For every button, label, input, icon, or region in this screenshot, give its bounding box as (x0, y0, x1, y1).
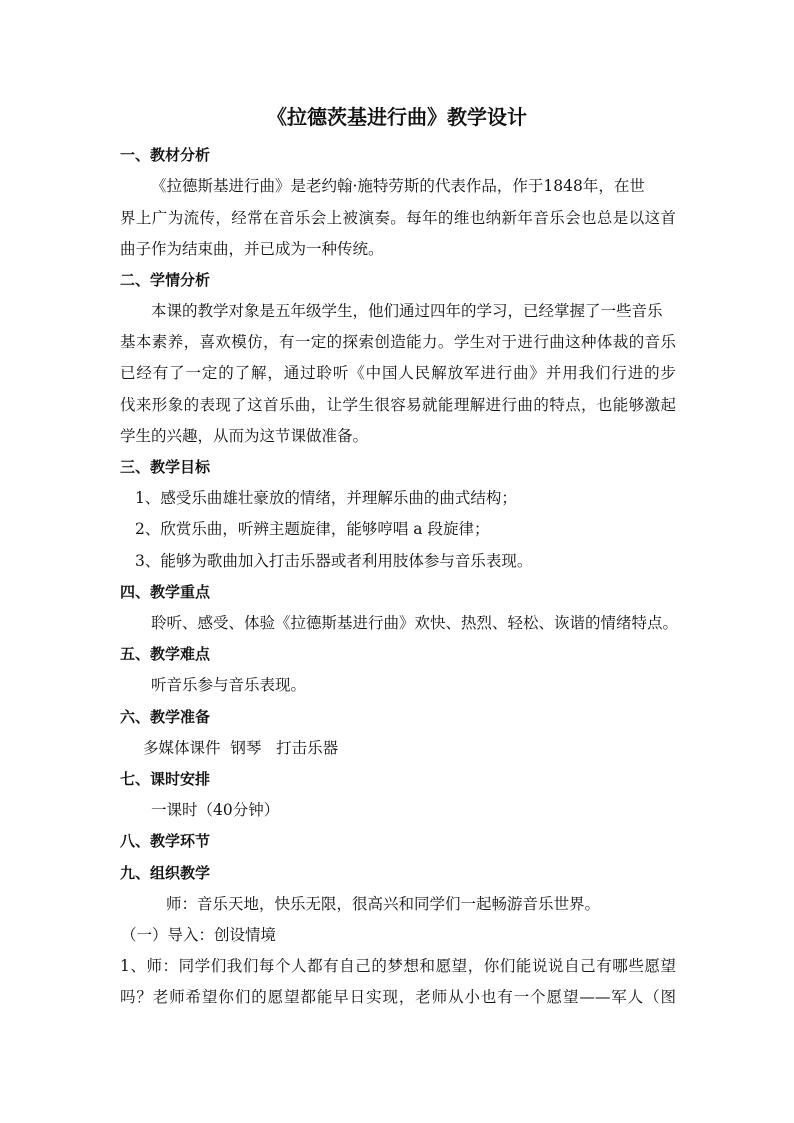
paragraph-line: 已经有了一定的了解，通过聆听《中国人民解放军进行曲》并用我们行进的步 (120, 364, 676, 382)
section-heading-key-points: 四、教学重点 (120, 583, 211, 601)
section-heading-teaching-steps: 八、教学环节 (120, 832, 211, 850)
paragraph-line: 一课时（40分钟） (151, 801, 280, 819)
list-item: 1、感受乐曲雄壮豪放的情绪，并理解乐曲的曲式结构； (135, 489, 517, 507)
paragraph-line: 多媒体课件 钢琴 打击乐器 (143, 739, 339, 757)
paragraph-line: 学生的兴趣，从而为这节课做准备。 (120, 427, 369, 445)
section-heading-schedule: 七、课时安排 (120, 770, 211, 788)
section-heading-preparation: 六、教学准备 (120, 708, 211, 726)
paragraph-line: 1、师：同学们我们每个人都有自己的梦想和愿望，你们能说说自己有哪些愿望 (120, 957, 676, 975)
section-heading-material-analysis: 一、教材分析 (120, 146, 211, 164)
paragraph-line: 吗？老师希望你们的愿望都能早日实现，老师从小也有一个愿望——军人（图 (120, 988, 676, 1006)
paragraph-line: 基本素养，喜欢模仿，有一定的探索创造能力。学生对于进行曲这种体裁的音乐 (120, 333, 676, 351)
section-heading-difficulties: 五、教学难点 (120, 645, 211, 663)
paragraph-line: 伐来形象的表现了这首乐曲，让学生很容易就能理解进行曲的特点，也能够激起 (120, 396, 676, 414)
list-item: 3、能够为歌曲加入打击乐器或者利用肢体参与音乐表现。 (135, 552, 533, 570)
paragraph-line: 听音乐参与音乐表现。 (151, 676, 307, 694)
paragraph-line: 曲子作为结束曲，并已成为一种传统。 (120, 240, 384, 258)
section-heading-student-analysis: 二、学情分析 (120, 271, 211, 289)
section-heading-teaching-goals: 三、教学目标 (120, 458, 211, 476)
paragraph-line: 聆听、感受、体验《拉德斯基进行曲》欢快、热烈、轻松、诙谐的情绪特点。 (151, 614, 679, 632)
subsection-heading: （一）导入：创设情境 (121, 926, 277, 944)
document-title: 《拉德茨基进行曲》教学设计 (267, 105, 527, 129)
section-heading-organization: 九、组织教学 (120, 864, 211, 882)
paragraph-line: 《拉德斯基进行曲》是老约翰·施特劳斯的代表作品，作于1848年，在世 (151, 177, 645, 195)
paragraph-line: 界上广为流传，经常在音乐会上被演奏。每年的维也纳新年音乐会也总是以这首 (120, 209, 676, 227)
paragraph-line: 师：音乐天地，快乐无限，很高兴和同学们一起畅游音乐世界。 (166, 895, 601, 913)
paragraph-line: 本课的教学对象是五年级学生，他们通过四年的学习，已经掌握了一些音乐 (151, 302, 663, 320)
list-item: 2、欣赏乐曲，听辨主题旋律，能够哼唱 a 段旋律； (135, 520, 490, 538)
